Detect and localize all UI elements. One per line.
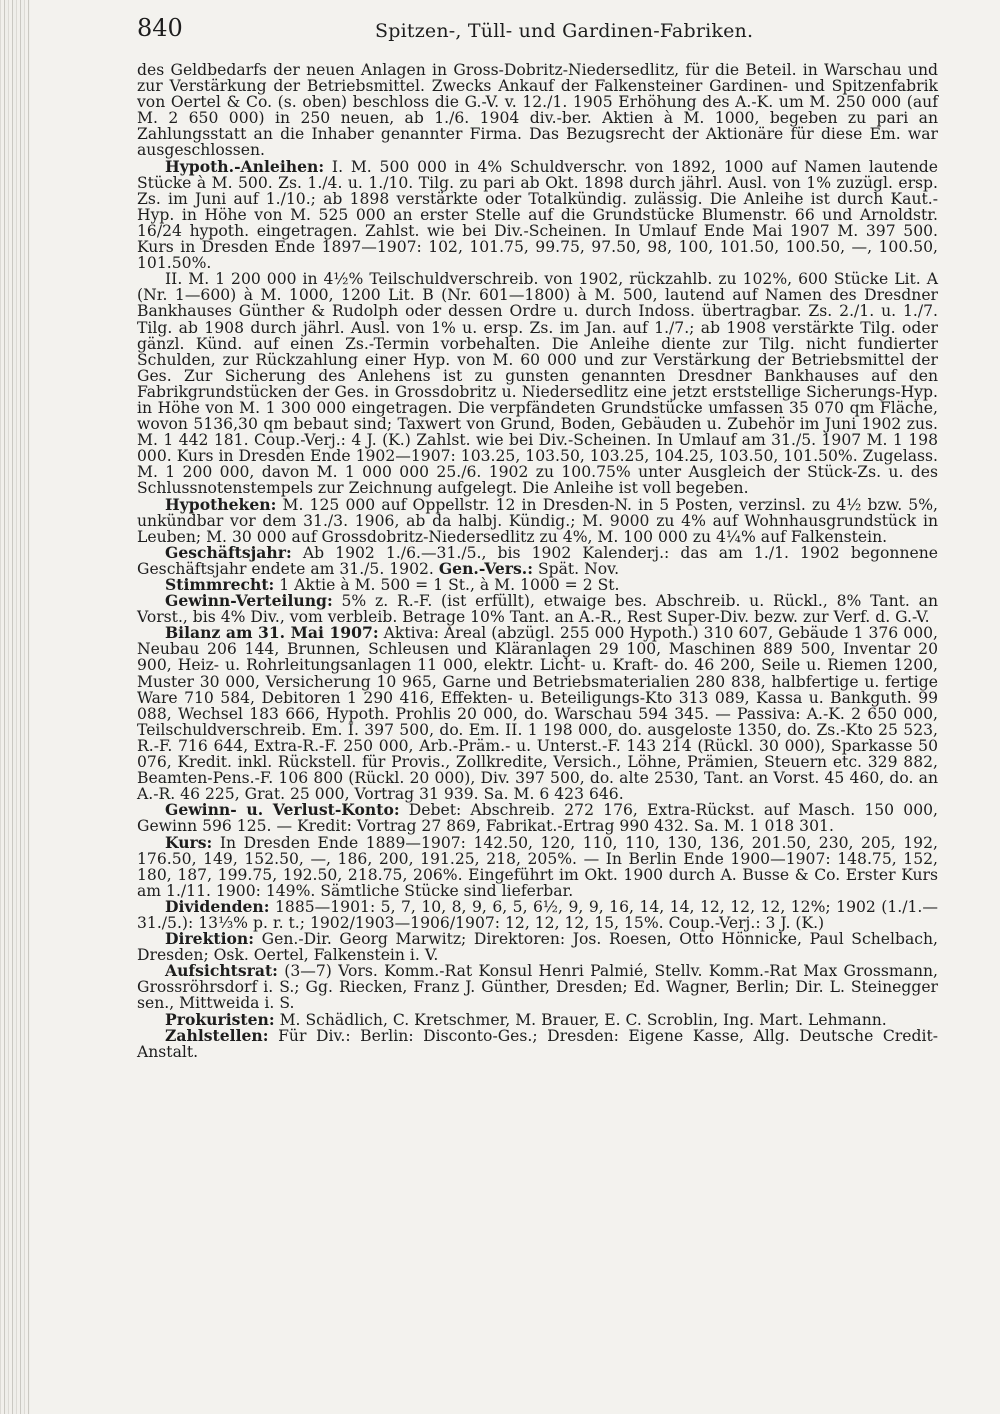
zahlstellen-label: Zahlstellen: [165, 1025, 269, 1045]
stimmrecht-text: 1 Aktie à M. 500 = 1 St., à M. 1000 = 2 St. [279, 576, 620, 594]
zahlstellen-text: Für Div.: Berlin: Disconto-Ges.; Dresden: Eigene Kasse, Allg. Deutsche Credit-Anstalt. [137, 1026, 938, 1061]
running-title: Spitzen-, Tüll- und Gardinen-Fabriken. [375, 20, 754, 42]
kurs-text: In Dresden Ende 1889—1907: 142.50, 120, 110, 110, 130, 136, 201.50, 230, 205, 192, 176.50, 149, 152.50, —, 186, 200, 191.25, 218, 205%. — In Berlin Ende 1900—1907: 148.75, 152, 180, 187, 199.75, 192.50, 218.75, 206%. Eingeführt im Okt. 1900 durch A. Busse & Co. Erster Kurs am 1./11. 1900: 149%. Sämtliche Stücke sind lieferbar. [137, 833, 938, 900]
dividenden-paragraph [137, 896, 938, 932]
geschaeftsjahr-label: Geschäftsjahr: [165, 542, 292, 562]
text-column [137, 62, 938, 1060]
dividenden-text: 1885—1901: 5, 7, 10, 8, 9, 6, 5, 6½, 9, 9, 16, 14, 14, 12, 12, 12, 12%; 1902 (1./1.—31./5.): 13⅓% p. r. t.; 1902/1903—1906/1907: 12, 12, 12, 15, 15%. Coup.-Verj.: 3 J. (K.) [137, 897, 938, 932]
hypotheken-label: Hypotheken: [165, 494, 277, 514]
gewinn-verlust-text: Debet: Abschreib. 272 176, Extra-Rückst. auf Masch. 150 000, Gewinn 596 125. — Kredit: Vortrag 27 869, Fabrikat.-Ertrag 990 432. Sa. M. 1 018 301. [137, 801, 938, 836]
page-header [137, 14, 940, 44]
direktion-label: Direktion: [165, 929, 255, 949]
stimmrecht-label: Stimmrecht: [165, 575, 275, 594]
kurs-label: Kurs: [165, 832, 213, 852]
bilanz-paragraph [137, 625, 938, 802]
aufsichtsrat-text: (3—7) Vors. Komm.-Rat Konsul Henri Palmié, Stellv. Komm.-Rat Max Grossmann, Grossröhrsdorf i. S.; Gg. Riecken, Franz J. Günther, Dresden; Ed. Wagner, Berlin; Dir. L. Steinegger sen., Mittweida i. S. [137, 962, 938, 1013]
bilanz-text: Aktiva: Areal (abzügl. 255 000 Hypoth.) 310 607, Gebäude 1 376 000, Neubau 206 144, Brunnen, Schleusen und Kläranlagen 29 100, Maschinen 889 500, Inventar 20 900, Heiz- u. Rohrleitungsanlagen 11 000, elektr. Licht- u. Kraft- do. 46 200, Seile u. Riemen 1200, Muster 30 000, Versicherung 10 965, Garne und Betriebsmaterialien 280 838, halbfertige u. fertige Ware 710 584, Debitoren 1 290 416, Effekten- u. Beteiligungs-Kto 313 089, Kassa u. Bankguth. 99 088, Wechsel 183 666, Hypoth. Prohlis 20 000, do. Warschau 594 345. — Passiva: A.-K. 2 650 000, Teilschuldverschreib. Em. I. 397 500, do. Em. II. 1 198 000, do. ausgeloste 1350, do. Zs.-Kto 25 523, R.-F. 716 644, Extra-R.-F. 250 000, Arb.-Präm.- u. Unterst.-F. 143 214 (Rückl. 30 000), Sparkasse 50 076, Kredit. inkl. Rückstell. für Provis., Zollkredite, Versich., Löhne, Prämien, Steuern etc. 329 882, Beamten-Pens.-F. 106 800 (Rückl. 20 000), Div. 397 500, do. alte 2530, Tant. an Vorst. 45 460, do. an A.-R. 46 225, Grat. 25 000, Vortrag 31 939. Sa. M. 6 423 646. [137, 624, 938, 804]
gewinn-verteilung-text: 5% z. R.-F. (ist erfüllt), etwaige bes. Abschreib. u. Rückl., 8% Tant. an Vorst., bis 4% Div., vom verbleib. Betrage 10% Tant. an A.-R., Rest Super-Div. bezw. zur Verf. d. G.-V. [137, 592, 938, 627]
hypoth-anleihen-text-1: I. M. 500 000 in 4% Schuldverschr. von 1892, 1000 auf Namen lautende Stücke à M. 500. Zs. 1./4. u. 1./10. Tilg. zu pari ab Okt. 1898 durch jährl. Ausl. von 1% zuzügl. ersp. Zs. im Juni auf 1./10.; ab 1898 verstärkte oder Totalkündig. zulässig. Die Anleihe ist durch Kaut.-Hyp. in Höhe von M. 525 000 an erster Stelle auf die Grundstücke Blumenstr. 66 und Arnoldstr. 16/24 hypoth. eingetragen. Zahlst. wie bei Div.-Scheinen. In Umlauf Ende Mai 1907 M. 397 500. Kurs in Dresden Ende 1897—1907: 102, 101.75, 99.75, 97.50, 98, 100, 101.50, 100.50, —, 100.50, 101.50%. [137, 157, 938, 273]
kurs-paragraph [137, 832, 938, 900]
page-number: 840 [137, 14, 183, 42]
scanned-binding-edge [0, 0, 30, 1414]
gen-vers-text: Spät. Nov. [537, 559, 620, 578]
direktion-text: Gen.-Dir. Georg Marwitz; Direktoren: Jos. Roesen, Otto Hönnicke, Paul Schelbach, Dresden; Osk. Oertel, Falkenstein i. V. [137, 930, 938, 965]
prokuristen-label: Prokuristen: [165, 1009, 275, 1029]
gen-vers-label: Gen.-Vers.: [438, 558, 533, 578]
hypoth-anleihen-label: Hypoth.-Anleihen: [165, 156, 325, 176]
aufsichtsrat-label: Aufsichtsrat: [165, 961, 278, 981]
dividenden-label: Dividenden: [165, 896, 270, 916]
geschaeftsjahr-paragraph [137, 542, 938, 578]
hypoth-anleihen-paragraph [137, 156, 938, 273]
gewinn-verteilung-label: Gewinn-Verteilung: [165, 591, 333, 611]
aufsichtsrat-paragraph [137, 963, 938, 1011]
bilanz-label: Bilanz am 31. Mai 1907: [165, 623, 379, 643]
hypotheken-text: M. 125 000 auf Oppellstr. 12 in Dresden-N. in 5 Posten, verzinsl. zu 4½ bzw. 5%, unkündbar vor dem 31./3. 1906, ab da halbj. Kündig.; M. 9000 zu 4% auf Wohnhausgrundstück in Leuben; M. 30 000 auf Grossdobritz-Niedersedlitz zu 4%, M. 100 000 zu 4¼% auf Falkenstein. [137, 495, 938, 546]
gewinn-verlust-paragraph [137, 802, 938, 834]
hypoth-anleihen-ii-paragraph: II. M. 1 200 000 in 4½% Teilschuldverschreib. von 1902, rückzahlb. zu 102%, 600 Stücke Lit. A (Nr. 1—600) à M. 1000, 1200 Lit. B (Nr. 601—1800) à M. 500, lautend auf Namen des Dresdner Bankhauses Günther & Rudolph oder dessen Ordre u. durch Indoss. übertragbar. Zs. 2./1. u. 1./7. Tilg. ab 1908 durch jährl. Ausl. von 1% u. ersp. Zs. im Jan. auf 1./7.; ab 1908 verstärkte Tilg. oder gänzl. Künd. auf einen Zs.-Termin vorbehalten. Die Anleihe diente zur Tilg. nicht fundierter Schulden, zur Rückzahlung einer Hyp. von M. 60 000 und zur Verstärkung der Betriebsmittel der Ges. Zur Sicherung des Anlehens ist zu gunsten genannten Dresdner Bankhauses auf den Fabrikgrundstücken der Ges. in Grossdobritz u. Niedersedlitz eine jetzt erststellige Sicherungs-Hyp. in Höhe von M. 1 300 000 eingetragen. Die verpfändeten Grundstücke umfassen 35 070 qm Fläche, wovon 5136,30 qm bebaut sind; Taxwert von Grund, Boden, Gebäuden u. Zubehör im Juni 1902 zus. M. 1 442 181. Coup.-Verj.: 4 J. (K.) Zahlst. wie bei Div.-Scheinen. In Umlauf am 31./5. 1907 M. 1 198 000. Kurs in Dresden Ende 1902—1907: 103.25, 103.50, 103.25, 104.25, 103.50, 101.50%. Zugelass. M. 1 200 000, davon M. 1 000 000 25./6. 1902 zu 100.75% unter Ausgleich der Stück-Zs. u. des Schlussnotenstempels zur Zeichnung aufgelegt. Die Anleihe ist voll begeben. [137, 270, 938, 498]
gewinn-verlust-label: Gewinn- u. Verlust-Konto: [165, 800, 400, 820]
hypotheken-paragraph [137, 494, 938, 546]
zahlstellen-paragraph [137, 1025, 938, 1061]
gewinn-verteilung-paragraph [137, 593, 938, 625]
intro-paragraph: des Geldbedarfs der neuen Anlagen in Gross-Dobritz-Niedersedlitz, für die Beteil. in Warschau und zur Verstärkung der Betriebsmittel. Zwecks Ankauf der Falkensteiner Gardinen- und Spitzenfabrik von Oertel & Co. (s. oben) beschloss die G.-V. v. 12./1. 1905 Erhöhung des A.-K. um M. 250 000 (auf M. 2 650 000) in 250 neuen, ab 1./6. 1904 div.-ber. Aktien à M. 1000, begeben zu pari an Zahlungsstatt an die Inhaber genannter Firma. Das Bezugsrecht der Aktionäre für diese Em. war ausgeschlossen. [137, 61, 938, 160]
direktion-paragraph [137, 931, 938, 963]
prokuristen-text: M. Schädlich, C. Kretschmer, M. Brauer, E. C. Scroblin, Ing. Mart. Lehmann. [279, 1010, 887, 1029]
geschaeftsjahr-text: Ab 1902 1./6.—31./5., bis 1902 Kalenderj.: das am 1./1. 1902 begonnene Geschäftsjahr endete am 31./5. 1902. [137, 543, 938, 578]
